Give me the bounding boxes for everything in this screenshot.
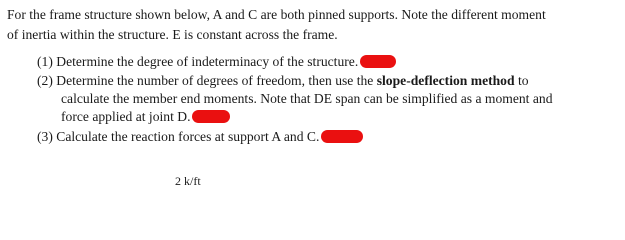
- question-2: [37, 72, 553, 126]
- redaction-mark: [321, 130, 363, 143]
- intro-line-1: For the frame structure shown below, A and C are both pinned supports. Note the different moment: [7, 7, 546, 22]
- question-1: [37, 53, 396, 71]
- redaction-mark: [192, 110, 230, 123]
- question-3: [37, 128, 363, 146]
- question-2-number: (2): [37, 73, 53, 88]
- question-2-line-3-wrap: [37, 108, 553, 126]
- question-2-line-2: calculate the member end moments. Note that DE span can be simplified as a moment and: [61, 91, 553, 106]
- question-2-line-3: force applied at joint D.: [61, 109, 191, 124]
- question-2-method: slope-deflection method: [376, 73, 515, 88]
- question-2-text-a: Determine the number of degrees of freedom, then use the: [56, 73, 377, 88]
- intro-line-2: of inertia within the structure. E is constant across the frame.: [7, 27, 338, 42]
- question-3-number: (3): [37, 129, 53, 144]
- question-2-text-b: to: [514, 73, 529, 88]
- question-3-text: Calculate the reaction forces at support A and C.: [56, 129, 320, 144]
- redaction-mark: [360, 55, 396, 68]
- figure-load-label: 2 k/ft: [175, 174, 201, 188]
- question-1-number: (1): [37, 54, 53, 69]
- intro-paragraph: [7, 5, 619, 45]
- question-1-text: Determine the degree of indeterminacy of the structure.: [56, 54, 359, 69]
